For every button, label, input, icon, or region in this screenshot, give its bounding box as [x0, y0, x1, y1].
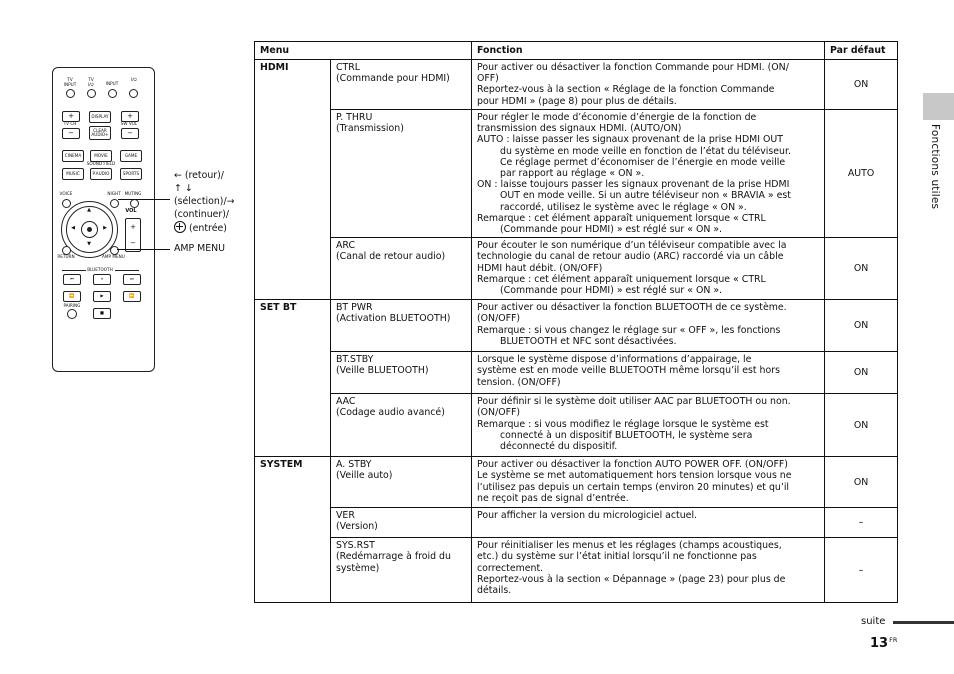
function-line: Pour activer ou désactiver la fonction Commande pour HDMI. (ON/ [477, 62, 789, 73]
function-line: pour HDMI » (page 8) pour plus de détails. [477, 95, 677, 107]
remote-vol-minus-icon: − [130, 238, 136, 247]
function-description-cell [472, 110, 825, 238]
page-number [870, 636, 897, 651]
menu-item-cell [331, 60, 472, 110]
function-line: Remarque : si vous changez le réglage sur « OFF », les fonctions [477, 324, 781, 336]
default-value-cell: ON [825, 394, 898, 457]
remote-clear-audio-button: CLEAR AUDIO+ [89, 126, 111, 140]
menu-item-line: A. STBY [336, 459, 372, 471]
menu-item-line: (Veille BLUETOOTH) [336, 365, 429, 377]
remote-return-label: RETURN [57, 254, 75, 259]
header-default: Par défaut [825, 42, 898, 60]
function-line: Pour activer ou désactiver la fonction AUTO POWER OFF. (ON/OFF) [477, 459, 788, 471]
menu-item-line: (Redémarrage à froid du [336, 551, 451, 563]
remote-control-illustration [52, 67, 155, 372]
function-line: Remarque : si vous modifiez le réglage lorsque le système est [477, 418, 769, 430]
remote-tv-ch-minus-button: − [62, 128, 80, 139]
function-line: Remarque : cet élément apparaît uniquement lorsque « CTRL [477, 273, 766, 285]
default-value-cell: – [825, 508, 898, 538]
menu-item-line: système) [336, 562, 380, 574]
default-value-cell: – [825, 538, 898, 603]
menu-item-cell [331, 538, 472, 603]
callout-back: ← (retour)/ [174, 170, 224, 181]
menu-item-line: (Veille auto) [336, 470, 393, 482]
table-row [255, 352, 898, 394]
default-value-cell: AUTO [825, 110, 898, 238]
function-line: Ce réglage permet d’économiser de l’énergie en mode veille [500, 156, 786, 168]
page-number-value: 13 [870, 636, 889, 651]
remote-sound-field-label: SOUND FIELD [86, 161, 116, 166]
menu-item-cell [331, 457, 472, 508]
menu-category-cell: SET BT [255, 300, 331, 457]
callout-select-arrows: ↑ ↓ [174, 183, 193, 194]
remote-play-button: ▶ [93, 291, 111, 302]
function-line: par rapport au réglage « ON ». [500, 168, 645, 180]
callout-amp-menu: AMP MENU [174, 243, 226, 254]
menu-item-line: SYS.RST [336, 540, 375, 552]
menu-item-cell [331, 110, 472, 238]
function-line: Pour activer ou désactiver la fonction BLUETOOTH de ce système. [477, 302, 787, 314]
remote-muting-button [130, 199, 139, 208]
continued-label: suite [861, 616, 886, 627]
menu-item-line: CTRL [336, 62, 361, 73]
function-line: détails. [477, 585, 512, 597]
remote-game-button: GAME [120, 150, 142, 162]
function-line: tension. (ON/OFF) [477, 376, 561, 388]
callout-leader-amp-menu [117, 249, 170, 250]
function-description-cell [472, 394, 825, 457]
remote-p-audio-button: P.AUDIO [90, 168, 112, 180]
function-line: Lorsque le système dispose d’informations d’appairage, le [477, 354, 752, 366]
menu-item-line: (Canal de retour audio) [336, 251, 446, 263]
remote-muting-label: MUTING [124, 191, 142, 196]
settings-menu-table [254, 41, 898, 603]
callout-enter: (entrée) [189, 223, 227, 234]
remote-pairing-label: PAIRING [63, 303, 81, 308]
remote-tv-power-button [87, 89, 96, 98]
table-row [255, 457, 898, 508]
function-line: etc.) du système sur l’état initial lorsqu’il ne fonctionne pas [477, 551, 757, 563]
remote-sw-vol-plus-button: + [121, 111, 139, 122]
section-side-label: Fonctions utiles [929, 124, 941, 210]
function-line: système est en mode veille BLUETOOTH même lorsqu’il est hors [477, 365, 780, 377]
callout-leader-nav [118, 199, 170, 200]
function-line: du système en mode veille en fonction de l’état du téléviseur. [500, 145, 791, 157]
table-row [255, 394, 898, 457]
function-line: OFF) [477, 73, 499, 85]
table-row [255, 300, 898, 352]
function-description-cell [472, 508, 825, 538]
remote-tv-ch-plus-button: + [62, 111, 80, 122]
remote-vol-rocker [125, 218, 141, 252]
function-line: ON : laisse toujours passer les signaux provenant de la prise HDMI [477, 179, 790, 191]
menu-item-line: (Activation BLUETOOTH) [336, 313, 451, 325]
remote-divider-right [115, 270, 139, 271]
remote-sports-button: SPORTS [120, 168, 142, 180]
menu-item-line: BT PWR [336, 302, 373, 314]
remote-night-button [110, 199, 119, 208]
remote-input-label: INPUT [105, 81, 119, 86]
remote-left-arrow-icon: ◀ [71, 225, 75, 231]
section-tab-marker [923, 93, 954, 120]
menu-item-line: (Transmission) [336, 123, 404, 135]
header-menu: Menu [255, 42, 472, 60]
remote-input-button [108, 89, 117, 98]
remote-night-label: NIGHT [107, 191, 121, 196]
remote-prev-button: ⏮ [63, 274, 81, 285]
remote-music-button: MUSIC [62, 168, 84, 180]
table-row [255, 508, 898, 538]
function-line: OUT en mode veille. Si un autre téléviseur non « BRAVIA » est [500, 190, 791, 202]
function-line: Pour réinitialiser les menus et les réglages (champs acoustiques, [477, 540, 782, 552]
remote-voice-button [62, 199, 71, 208]
function-line: Reportez-vous à la section « Dépannage » (page 23) pour plus de [477, 573, 786, 585]
table-row [255, 538, 898, 603]
remote-divider-left [62, 270, 86, 271]
menu-item-line: (Version) [336, 521, 378, 533]
function-line: l’utilisez pas depuis un certain temps (environ 20 minutes) et qu’il [477, 481, 790, 493]
function-line: technologie du canal de retour audio (ARC) raccordé via un câble [477, 251, 784, 263]
menu-item-line: (Commande pour HDMI) [336, 73, 450, 85]
menu-item-cell [331, 300, 472, 352]
remote-fastforward-button: ⏩ [123, 291, 141, 302]
remote-voice-label: VOICE [59, 191, 73, 196]
remote-tv-ch-label: TV CH [63, 121, 77, 126]
remote-stop-button: ■ [93, 308, 111, 319]
menu-category-cell: SYSTEM [255, 457, 331, 603]
function-line: Pour régler le mode d’économie d’énergie de la fonction de [477, 112, 757, 123]
remote-amp-menu-label: AMP MENU [102, 254, 125, 259]
function-line: (Commande pour HDMI) » est réglé sur « ON ». [500, 224, 723, 236]
menu-category-cell: HDMI [255, 60, 331, 300]
function-line: Remarque : cet élément apparaît uniquement lorsque « CTRL [477, 212, 766, 224]
menu-item-cell [331, 238, 472, 300]
remote-rewind-button: ⏪ [63, 291, 81, 302]
table-row [255, 110, 898, 238]
function-line: (ON/OFF) [477, 407, 521, 419]
remote-pause-button: ⏸ [93, 274, 111, 285]
default-value-cell: ON [825, 60, 898, 110]
function-line: transmission des signaux HDMI. (AUTO/ON) [477, 123, 682, 135]
remote-down-arrow-icon: ▼ [87, 241, 91, 247]
table-header-row [255, 42, 898, 60]
remote-enter-dot [87, 227, 92, 232]
menu-item-cell [331, 394, 472, 457]
function-line: Reportez-vous à la section « Réglage de la fonction Commande [477, 84, 775, 96]
menu-item-line: BT.STBY [336, 354, 374, 366]
function-line: raccordé, utilisez le système avec le réglage « ON ». [500, 201, 747, 213]
remote-tv-power-label: TV I/⏻ [88, 77, 94, 87]
function-line: HDMI haut débit. (ON/OFF) [477, 262, 603, 274]
menu-item-line: (Codage audio avancé) [336, 407, 445, 419]
default-value-cell: ON [825, 238, 898, 300]
default-value-cell: ON [825, 352, 898, 394]
function-line: Pour définir si le système doit utiliser AAC par BLUETOOTH ou non. [477, 396, 791, 408]
remote-display-button: DISPLAY [89, 111, 111, 123]
remote-pairing-button [67, 309, 77, 319]
function-line: Pour écouter le son numérique d’un téléviseur compatible avec la [477, 240, 787, 252]
continued-bar [893, 621, 954, 624]
function-line: (Commande pour HDMI) » est réglé sur « ON ». [500, 285, 723, 297]
menu-item-line: VER [336, 510, 355, 522]
remote-right-arrow-icon: ▶ [103, 225, 107, 231]
remote-next-button: ⏭ [123, 274, 141, 285]
remote-tv-input-label: TV INPUT [63, 77, 77, 87]
function-description-cell [472, 300, 825, 352]
remote-movie-button: MOVIE [90, 150, 112, 162]
function-description-cell [472, 457, 825, 508]
remote-power-label: I/⏻ [131, 77, 137, 82]
remote-tv-input-button [66, 89, 75, 98]
function-description-cell [472, 352, 825, 394]
menu-item-line: ARC [336, 240, 356, 252]
default-value-cell: ON [825, 300, 898, 352]
menu-item-line: P. THRU [336, 112, 373, 123]
function-line: déconnecté du dispositif. [500, 441, 618, 453]
function-line: (ON/OFF) [477, 313, 521, 325]
default-value-cell: ON [825, 457, 898, 508]
table-row [255, 238, 898, 300]
function-line: Le système se met automatiquement hors tension lorsque vous ne [477, 470, 792, 482]
callout-select: (sélection)/→ [174, 196, 235, 207]
function-line: AUTO : laisse passer les signaux provenant de la prise HDMI OUT [477, 134, 783, 146]
menu-item-line: AAC [336, 396, 356, 408]
function-line: Pour afficher la version du micrologiciel actuel. [477, 510, 698, 522]
page-lang: FR [889, 636, 898, 644]
header-function: Fonction [472, 42, 825, 60]
function-line: ne reçoit pas de signal d’entrée. [477, 492, 629, 504]
remote-cinema-button: CINEMA [62, 150, 84, 162]
enter-icon [174, 221, 186, 233]
remote-vol-label: VOL [125, 208, 137, 214]
function-line: connecté à un dispositif BLUETOOTH, le système sera [500, 429, 753, 441]
function-line: BLUETOOTH et NFC sont désactivées. [500, 335, 677, 347]
function-line: correctement. [477, 562, 544, 574]
function-description-cell [472, 238, 825, 300]
function-description-cell [472, 538, 825, 603]
remote-sw-vol-label: SW VOL [120, 121, 138, 126]
menu-item-cell [331, 508, 472, 538]
table-row [255, 60, 898, 110]
function-description-cell [472, 60, 825, 110]
remote-sw-vol-minus-button: − [121, 128, 139, 139]
callout-continue: (continuer)/ [174, 209, 230, 220]
remote-up-arrow-icon: ▲ [87, 207, 91, 213]
remote-vol-plus-icon: + [130, 222, 136, 231]
callout-nav-keys [174, 169, 234, 235]
remote-bluetooth-label: BLUETOOTH [87, 267, 113, 272]
menu-item-cell [331, 352, 472, 394]
remote-power-button [129, 89, 138, 98]
